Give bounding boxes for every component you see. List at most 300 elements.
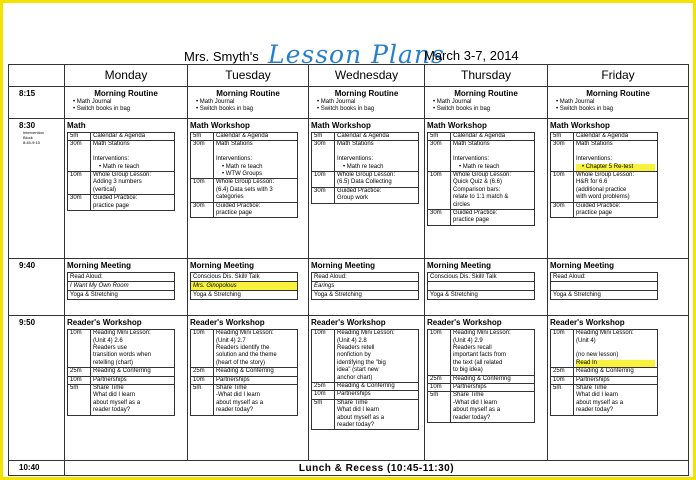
activity-line: • WTW Groups bbox=[222, 170, 263, 177]
activity-details bbox=[91, 195, 175, 211]
activity-line: about myself as a bbox=[93, 399, 141, 406]
activity-row bbox=[68, 330, 175, 368]
activity-line: -What did I learn bbox=[216, 392, 261, 399]
activity-line: Share Time bbox=[93, 384, 124, 391]
activity-line: idea" (start new bbox=[337, 367, 379, 374]
morning-routine-thursday bbox=[425, 86, 548, 118]
activity-line: Read In bbox=[576, 360, 655, 367]
activity-row bbox=[428, 210, 535, 226]
activity-details bbox=[91, 330, 175, 368]
day-header-friday: Friday bbox=[548, 65, 689, 87]
reading-activity-table bbox=[311, 329, 419, 430]
activity-line: Readers use bbox=[93, 344, 128, 351]
activity-minutes: 10m bbox=[312, 330, 335, 383]
activity-line: Calendar & Agenda bbox=[453, 132, 506, 139]
activity-line: Math Stations bbox=[93, 141, 130, 148]
activity-line bbox=[93, 149, 172, 156]
activity-line: reader today? bbox=[453, 414, 491, 421]
morning-routine-friday bbox=[548, 86, 689, 118]
morning-meeting-line: Read Aloud: bbox=[550, 272, 658, 282]
activity-details bbox=[91, 171, 175, 194]
activity-line: Guided Practice: bbox=[453, 210, 498, 217]
activity-line: (additional practice bbox=[576, 186, 627, 193]
math-section-title: Math Workshop bbox=[190, 120, 250, 130]
activity-minutes: 30m bbox=[68, 141, 91, 172]
activity-details bbox=[574, 368, 658, 376]
activity-row bbox=[191, 384, 298, 415]
activity-row bbox=[551, 202, 658, 218]
activity-minutes: 10m bbox=[191, 376, 214, 384]
morning-meeting-line: Yoga & Stretching bbox=[190, 291, 298, 300]
activity-details bbox=[214, 202, 298, 218]
activity-minutes: 10m bbox=[551, 330, 574, 368]
readers-monday bbox=[65, 316, 188, 461]
math-activity-table bbox=[550, 132, 658, 218]
activity-details bbox=[451, 330, 535, 375]
math-row bbox=[9, 118, 689, 258]
morning-meeting-line: Conscious Dis. Skill/ Talk bbox=[427, 272, 535, 282]
activity-line: Reading & Conferring bbox=[337, 382, 395, 389]
activity-details bbox=[91, 132, 175, 140]
activity-row bbox=[191, 376, 298, 384]
activity-minutes: 5m bbox=[68, 384, 91, 415]
time-cell-950: 9:50 bbox=[9, 316, 65, 461]
activity-details bbox=[574, 384, 658, 415]
activity-details bbox=[91, 384, 175, 415]
activity-details bbox=[574, 376, 658, 384]
activity-row bbox=[68, 368, 175, 376]
morning-meeting-line: Yoga & Stretching bbox=[311, 291, 419, 300]
day-header-monday: Monday bbox=[65, 65, 188, 87]
activity-line: Reading & Conferring bbox=[453, 375, 511, 382]
activity-minutes: 10m bbox=[428, 330, 451, 375]
morning-meeting-friday bbox=[548, 259, 689, 316]
activity-minutes: 10m bbox=[551, 376, 574, 384]
morning-routine-title: Morning Routine bbox=[586, 88, 650, 98]
morning-meeting-line: Yoga & Stretching bbox=[427, 291, 535, 300]
activity-line: Guided Practice: bbox=[576, 202, 621, 209]
morning-routine-item: • Switch books in bag bbox=[425, 106, 547, 113]
morning-routine-item: • Switch books in bag bbox=[65, 106, 187, 113]
activity-line: Reading Mini Lesson: bbox=[216, 330, 274, 337]
activity-line: practice page bbox=[453, 217, 490, 224]
activity-line: What did I learn bbox=[576, 392, 619, 399]
morning-routine-monday bbox=[65, 86, 188, 118]
activity-line: the text (all related bbox=[453, 359, 503, 366]
activity-line: Math Stations bbox=[216, 141, 253, 148]
activity-line: Interventions: bbox=[93, 156, 130, 163]
activity-line: Guided Practice: bbox=[93, 195, 138, 202]
lunch-row bbox=[9, 461, 689, 476]
day-header-row bbox=[9, 65, 689, 87]
morning-routine-title: Morning Routine bbox=[334, 88, 399, 98]
activity-line: (Unit 4) 2.7 bbox=[216, 337, 246, 344]
activity-details bbox=[214, 330, 298, 368]
morning-meeting-box bbox=[190, 272, 298, 300]
activity-minutes: 30m bbox=[428, 210, 451, 226]
activity-line: • Chapter 5 Re-test bbox=[576, 164, 655, 171]
reading-activity-table bbox=[550, 329, 658, 415]
morning-meeting-row bbox=[9, 259, 689, 316]
corner-cell bbox=[9, 65, 65, 87]
morning-routine-tuesday bbox=[188, 86, 309, 118]
day-header-wednesday: Wednesday bbox=[309, 65, 425, 87]
morning-routine-item: • Switch books in bag bbox=[188, 106, 308, 113]
activity-line: (6.5) Data Collecting bbox=[337, 179, 392, 186]
activity-line: Partnerships bbox=[216, 376, 250, 383]
activity-details bbox=[335, 171, 419, 187]
activity-line: Reading & Conferring bbox=[576, 368, 634, 375]
day-header-tuesday: Tuesday bbox=[188, 65, 309, 87]
activity-details bbox=[335, 132, 419, 140]
activity-row bbox=[428, 375, 535, 383]
activity-minutes: 10m bbox=[312, 171, 335, 187]
activity-details bbox=[574, 141, 658, 172]
activity-minutes: 30m bbox=[312, 187, 335, 203]
activity-line: Calendar & Agenda bbox=[576, 132, 629, 139]
activity-line: relate to 1:1 match & bbox=[453, 194, 509, 201]
activity-row bbox=[191, 179, 298, 202]
activity-line: Math Stations bbox=[337, 141, 374, 148]
math-section-title: Math Workshop bbox=[550, 120, 610, 130]
morning-meeting-thursday bbox=[425, 259, 548, 316]
activity-minutes: 25m bbox=[68, 368, 91, 376]
activity-line: Readers recall bbox=[453, 344, 492, 351]
readers-workshop-row bbox=[9, 316, 689, 461]
activity-minutes: 30m bbox=[551, 141, 574, 172]
lesson-plan-table bbox=[8, 64, 689, 476]
activity-line: about myself as a bbox=[576, 399, 624, 406]
week-date: March 3-7, 2014 bbox=[424, 48, 519, 63]
readers-workshop-title: Reader's Workshop bbox=[67, 318, 142, 328]
activity-line: about myself as a bbox=[216, 399, 264, 406]
activity-line: (Unit 4) 2.9 bbox=[453, 337, 483, 344]
activity-details bbox=[574, 330, 658, 368]
activity-line: anchor chart) bbox=[337, 374, 373, 381]
activity-line: What did I learn bbox=[337, 407, 380, 414]
activity-row bbox=[551, 171, 658, 202]
activity-line: Interventions: bbox=[453, 156, 490, 163]
activity-row bbox=[191, 132, 298, 140]
activity-line: categories bbox=[216, 194, 244, 201]
activity-line bbox=[337, 149, 416, 156]
activity-line: • Math re teach bbox=[99, 163, 140, 170]
activity-row bbox=[551, 384, 658, 415]
activity-line: (Unit 4) 2.8 bbox=[337, 337, 367, 344]
activity-line: Share Time bbox=[337, 399, 368, 406]
activity-line: Partnerships bbox=[576, 376, 610, 383]
activity-row bbox=[551, 330, 658, 368]
activity-line: Reading & Conferring bbox=[93, 368, 151, 375]
activity-details bbox=[214, 368, 298, 376]
morning-meeting-wednesday bbox=[309, 259, 425, 316]
time-cell-940: 9:40 bbox=[9, 259, 65, 316]
activity-row bbox=[68, 195, 175, 211]
math-activity-table bbox=[190, 132, 298, 218]
activity-line: Whole Group Lesson: bbox=[337, 171, 396, 178]
activity-details bbox=[335, 141, 419, 172]
intervention-label-1: Intervention bbox=[23, 129, 44, 135]
activity-minutes: 5m bbox=[551, 384, 574, 415]
reading-activity-table bbox=[190, 329, 298, 415]
activity-line: with word problems) bbox=[576, 194, 630, 201]
morning-meeting-title: Morning Meeting bbox=[427, 261, 491, 271]
activity-details bbox=[451, 375, 535, 383]
activity-line: Math Stations bbox=[453, 141, 490, 148]
activity-details bbox=[214, 141, 298, 179]
activity-details bbox=[574, 132, 658, 140]
activity-line: • Math re teach bbox=[459, 163, 500, 170]
activity-line: (no new lesson) bbox=[576, 352, 619, 359]
morning-meeting-title: Morning Meeting bbox=[190, 261, 254, 271]
activity-line: • Math re teach bbox=[343, 163, 384, 170]
activity-row bbox=[551, 376, 658, 384]
reading-activity-table bbox=[427, 329, 535, 423]
math-section-title: Math bbox=[67, 120, 86, 130]
teacher-name: Mrs. Smyth's bbox=[184, 49, 259, 64]
morning-routine-wednesday bbox=[309, 86, 425, 118]
morning-meeting-title: Morning Meeting bbox=[550, 261, 614, 271]
activity-line: Partnerships bbox=[93, 376, 127, 383]
intervention-label-3: 8:45-9:15 bbox=[23, 139, 40, 145]
activity-line: nonfiction by bbox=[337, 352, 371, 359]
activity-minutes: 5m bbox=[68, 132, 91, 140]
activity-details bbox=[335, 330, 419, 383]
activity-details bbox=[451, 383, 535, 391]
readers-workshop-title: Reader's Workshop bbox=[550, 318, 625, 328]
activity-minutes: 10m bbox=[68, 330, 91, 368]
math-wednesday bbox=[309, 118, 425, 258]
readers-workshop-title: Reader's Workshop bbox=[427, 318, 502, 328]
activity-details bbox=[451, 132, 535, 140]
morning-meeting-box bbox=[311, 272, 419, 300]
math-section-title: Math Workshop bbox=[311, 120, 371, 130]
morning-meeting-line: Read Aloud: bbox=[67, 272, 175, 282]
activity-line: Reading Mini Lesson: bbox=[93, 330, 151, 337]
activity-line: Interventions: bbox=[337, 156, 374, 163]
activity-line: Interventions: bbox=[576, 156, 613, 163]
activity-row bbox=[551, 141, 658, 172]
math-section-title: Math Workshop bbox=[427, 120, 487, 130]
activity-row bbox=[68, 384, 175, 415]
activity-details bbox=[451, 210, 535, 226]
morning-meeting-line bbox=[427, 282, 535, 291]
activity-details bbox=[451, 392, 535, 423]
activity-minutes: 30m bbox=[191, 202, 214, 218]
morning-meeting-title: Morning Meeting bbox=[67, 261, 131, 271]
activity-line: (Unit 4) 2.6 bbox=[93, 337, 123, 344]
activity-details bbox=[214, 179, 298, 202]
time-cell-1040: 10:40 bbox=[9, 461, 65, 476]
morning-meeting-line: Mrs. Ginopolous bbox=[190, 282, 298, 291]
activity-details bbox=[335, 382, 419, 390]
morning-routine-title: Morning Routine bbox=[454, 88, 518, 98]
activity-row bbox=[191, 368, 298, 376]
activity-row bbox=[312, 141, 419, 172]
morning-meeting-tuesday bbox=[188, 259, 309, 316]
activity-minutes: 10m bbox=[428, 171, 451, 209]
math-activity-table bbox=[67, 132, 175, 211]
time-cell-815: 8:15 bbox=[9, 86, 65, 118]
morning-routine-item: • Math Journal bbox=[309, 99, 424, 106]
activity-line: to big idea) bbox=[453, 367, 483, 374]
activity-line: Reading Mini Lesson: bbox=[576, 330, 634, 337]
activity-minutes: 10m bbox=[428, 383, 451, 391]
activity-row bbox=[312, 382, 419, 390]
activity-details bbox=[214, 376, 298, 384]
morning-meeting-box bbox=[550, 272, 658, 300]
morning-meeting-line bbox=[550, 282, 658, 291]
activity-row bbox=[68, 376, 175, 384]
activity-details bbox=[91, 376, 175, 384]
activity-minutes: 30m bbox=[551, 202, 574, 218]
activity-line: circles bbox=[453, 201, 471, 208]
activity-row bbox=[428, 171, 535, 209]
activity-minutes: 5m bbox=[551, 132, 574, 140]
activity-line: Partnerships bbox=[453, 383, 487, 390]
activity-minutes: 30m bbox=[312, 141, 335, 172]
activity-details bbox=[335, 187, 419, 203]
activity-minutes: 5m bbox=[428, 132, 451, 140]
activity-line: reader today? bbox=[216, 407, 254, 414]
activity-line: Adding 3 numbers bbox=[93, 179, 142, 186]
morning-meeting-box bbox=[67, 272, 175, 300]
activity-line: H&R for 6.6 bbox=[576, 179, 608, 186]
activity-row bbox=[428, 392, 535, 423]
activity-details bbox=[335, 399, 419, 430]
activity-line: Partnerships bbox=[337, 391, 371, 398]
activity-line: Share Time bbox=[453, 392, 484, 399]
activity-line: Whole Group Lesson: bbox=[216, 179, 275, 186]
activity-row bbox=[428, 330, 535, 375]
activity-minutes: 30m bbox=[428, 141, 451, 172]
morning-meeting-line: Earings bbox=[311, 282, 419, 291]
readers-workshop-title: Reader's Workshop bbox=[190, 318, 265, 328]
activity-line: reader today? bbox=[337, 422, 375, 429]
activity-row bbox=[191, 202, 298, 218]
activity-line: Guided Practice: bbox=[337, 187, 382, 194]
activity-line: identifying the "big bbox=[337, 359, 386, 366]
activity-minutes: 10m bbox=[68, 376, 91, 384]
math-friday bbox=[548, 118, 689, 258]
activity-row bbox=[428, 132, 535, 140]
activity-row bbox=[68, 171, 175, 194]
activity-row bbox=[68, 132, 175, 140]
activity-details bbox=[214, 132, 298, 140]
activity-line: Readers retell bbox=[337, 344, 375, 351]
activity-line: about myself as a bbox=[337, 414, 385, 421]
activity-line: Group work bbox=[337, 195, 369, 202]
activity-details bbox=[451, 141, 535, 172]
readers-tuesday bbox=[188, 316, 309, 461]
activity-minutes: 10m bbox=[312, 391, 335, 399]
activity-line: important facts from bbox=[453, 352, 507, 359]
activity-line: What did I learn bbox=[93, 392, 136, 399]
activity-details bbox=[335, 391, 419, 399]
activity-minutes: 5m bbox=[312, 132, 335, 140]
activity-minutes: 5m bbox=[191, 132, 214, 140]
activity-line: solution and the theme bbox=[216, 352, 277, 359]
morning-routine-title: Morning Routine bbox=[216, 88, 280, 98]
activity-line: Whole Group Lesson: bbox=[93, 171, 152, 178]
activity-line: Guided Practice: bbox=[216, 202, 261, 209]
morning-routine-item: • Switch books in bag bbox=[309, 106, 424, 113]
activity-line: transition words when bbox=[93, 352, 152, 359]
activity-line: (heart of the story) bbox=[216, 359, 266, 366]
morning-routine-row bbox=[9, 86, 689, 118]
activity-line: reader today? bbox=[93, 407, 131, 414]
readers-wednesday bbox=[309, 316, 425, 461]
activity-line bbox=[576, 149, 655, 156]
readers-friday bbox=[548, 316, 689, 461]
activity-line: Calendar & Agenda bbox=[216, 132, 269, 139]
activity-line: about myself as a bbox=[453, 407, 501, 414]
page-title: Lesson Plans bbox=[268, 40, 445, 69]
activity-line: -What did I learn bbox=[453, 399, 498, 406]
activity-row bbox=[312, 171, 419, 187]
morning-routine-item: • Switch books in bag bbox=[548, 106, 688, 113]
activity-line: practice page bbox=[216, 210, 253, 217]
activity-details bbox=[574, 171, 658, 202]
activity-row bbox=[191, 141, 298, 179]
morning-meeting-line: I Want My Own Room bbox=[67, 282, 175, 291]
morning-meeting-line: Yoga & Stretching bbox=[550, 291, 658, 300]
math-tuesday bbox=[188, 118, 309, 258]
page-header bbox=[0, 40, 696, 69]
activity-row bbox=[551, 132, 658, 140]
activity-row bbox=[68, 141, 175, 172]
activity-line: Readers identify the bbox=[216, 344, 270, 351]
morning-routine-item: • Math Journal bbox=[425, 99, 547, 106]
morning-routine-title: Morning Routine bbox=[94, 88, 158, 98]
activity-details bbox=[214, 384, 298, 415]
activity-line: Share Time bbox=[576, 384, 607, 391]
activity-details bbox=[574, 202, 658, 218]
morning-routine-item: • Math Journal bbox=[548, 99, 688, 106]
morning-meeting-line: Conscious Dis. Skill/ Talk bbox=[190, 272, 298, 282]
morning-routine-item: • Math Journal bbox=[65, 99, 187, 106]
activity-minutes: 10m bbox=[191, 179, 214, 202]
activity-line: Quick Quiz & (6.6) bbox=[453, 179, 503, 186]
readers-thursday bbox=[425, 316, 548, 461]
activity-minutes: 5m bbox=[312, 399, 335, 430]
morning-meeting-line: Read Aloud: bbox=[311, 272, 419, 282]
math-activity-table bbox=[311, 132, 419, 204]
math-monday bbox=[65, 118, 188, 258]
day-header-thursday: Thursday bbox=[425, 65, 548, 87]
activity-line: Whole Group Lesson: bbox=[453, 171, 512, 178]
activity-row bbox=[312, 399, 419, 430]
activity-details bbox=[91, 141, 175, 172]
morning-meeting-monday bbox=[65, 259, 188, 316]
activity-line: Share Time bbox=[216, 384, 247, 391]
activity-line: Reading & Conferring bbox=[216, 368, 274, 375]
activity-line: Whole Group Lesson: bbox=[576, 171, 635, 178]
morning-routine-item: • Math Journal bbox=[188, 99, 308, 106]
activity-row bbox=[428, 141, 535, 172]
activity-row bbox=[428, 383, 535, 391]
reading-activity-table bbox=[67, 329, 175, 415]
activity-line: Reading Mini Lesson: bbox=[337, 330, 395, 337]
activity-line bbox=[576, 345, 655, 352]
activity-details bbox=[91, 368, 175, 376]
activity-line: reader today? bbox=[576, 407, 614, 414]
activity-minutes: 30m bbox=[68, 195, 91, 211]
intervention-label-2: Block bbox=[23, 134, 33, 140]
readers-workshop-title: Reader's Workshop bbox=[311, 318, 386, 328]
activity-line: Reading Mini Lesson: bbox=[453, 330, 511, 337]
time-cell-830: 8:30 Intervention Block 8:45-9:15 bbox=[9, 118, 65, 258]
